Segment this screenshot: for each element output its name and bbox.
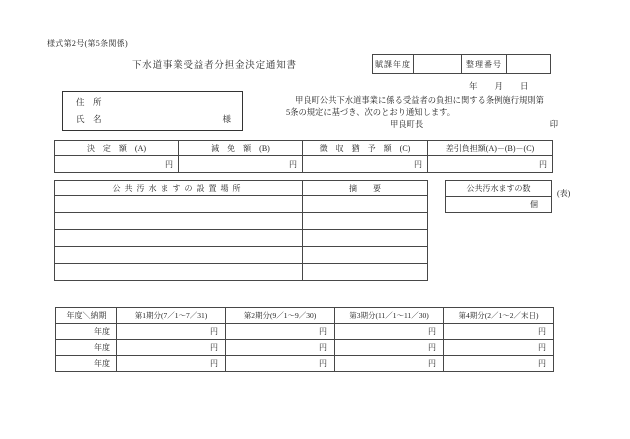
amount-header-row xyxy=(55,141,553,156)
location-row xyxy=(55,196,428,213)
period-3-header: 第3期分(11／1～11／30) xyxy=(335,308,444,324)
location-row xyxy=(55,264,428,281)
location-header-row xyxy=(55,181,428,196)
corner-header: 年度＼納期 xyxy=(56,308,117,324)
page-title: 下水道事業受益者分担金決定通知書 xyxy=(132,61,297,71)
remarks-cell xyxy=(303,213,428,230)
basin-count-cell: 個 xyxy=(446,197,552,213)
decided-amount-cell: 円 xyxy=(55,156,179,173)
install-place-cell xyxy=(55,264,303,281)
year-label: 年度 xyxy=(56,340,117,356)
amount-value-row xyxy=(55,156,553,173)
remarks-cell xyxy=(303,230,428,247)
payment-schedule-table xyxy=(55,307,554,372)
reference-number-value xyxy=(507,55,551,74)
deferred-amount-header: 徴 収 猶 予 額 (C) xyxy=(303,141,428,156)
period-1-header: 第1期分(7／1～7／31) xyxy=(117,308,226,324)
basin-count-value-row xyxy=(446,197,552,213)
basin-count-label: 公共汚水ますの数 xyxy=(446,181,552,197)
basin-count-box xyxy=(445,180,552,213)
period-2-header: 第2期分(9／1～9／30) xyxy=(226,308,335,324)
remarks-cell xyxy=(303,264,428,281)
notice-text xyxy=(286,95,558,118)
install-place-cell xyxy=(55,247,303,264)
period-4-cell: 円 xyxy=(444,356,554,372)
period-1-cell: 円 xyxy=(117,340,226,356)
period-1-cell: 円 xyxy=(117,324,226,340)
assessment-row xyxy=(373,55,551,74)
install-place-cell xyxy=(55,196,303,213)
decided-amount-header: 決 定 額 (A) xyxy=(55,141,179,156)
location-row xyxy=(55,247,428,264)
install-place-cell xyxy=(55,230,303,247)
period-2-cell: 円 xyxy=(226,356,335,372)
payment-row xyxy=(56,324,554,340)
form-number: 様式第2号(第5条関係) xyxy=(47,39,128,48)
period-4-cell: 円 xyxy=(444,340,554,356)
mayor-title: 甲良町長 xyxy=(390,120,424,129)
period-2-cell: 円 xyxy=(226,340,335,356)
notice-line2: 5条の規定に基づき、次のとおり通知します。 xyxy=(286,107,456,117)
install-place-cell xyxy=(55,213,303,230)
net-amount-cell: 円 xyxy=(428,156,553,173)
notice-block xyxy=(286,95,558,131)
period-3-cell: 円 xyxy=(335,324,444,340)
period-1-cell: 円 xyxy=(117,356,226,372)
reference-number-label: 整理番号 xyxy=(462,55,507,74)
front-side-note: (表) xyxy=(557,189,571,198)
addressee-box xyxy=(62,91,243,131)
payment-row xyxy=(56,356,554,372)
honorific-label: 様 xyxy=(222,114,231,124)
notice-line1: 甲良町公共下水道事業に係る受益者の負担に関する条例施行規則第 xyxy=(295,96,544,105)
reduction-amount-cell: 円 xyxy=(179,156,303,173)
signature-line xyxy=(286,119,558,131)
date-line: 年 月 日 xyxy=(469,81,529,91)
remarks-cell xyxy=(303,247,428,264)
remarks-cell xyxy=(303,196,428,213)
year-label: 年度 xyxy=(56,356,117,372)
period-2-cell: 円 xyxy=(226,324,335,340)
period-3-cell: 円 xyxy=(335,356,444,372)
year-label: 年度 xyxy=(56,324,117,340)
payment-row xyxy=(56,340,554,356)
net-amount-header: 差引負担額(A)－(B)－(C) xyxy=(428,141,553,156)
address-label: 住 所 xyxy=(76,97,102,107)
assessment-box xyxy=(372,54,551,74)
payment-header-row xyxy=(56,308,554,324)
period-4-cell: 円 xyxy=(444,324,554,340)
seal-mark: 印 xyxy=(549,120,558,129)
remarks-header: 摘 要 xyxy=(303,181,428,196)
reduction-amount-header: 減 免 額 (B) xyxy=(179,141,303,156)
location-table xyxy=(54,180,428,281)
name-row xyxy=(76,113,231,125)
period-3-cell: 円 xyxy=(335,340,444,356)
install-place-header: 公共汚水ますの設置場所 xyxy=(55,181,303,196)
amount-table xyxy=(54,140,553,173)
fiscal-year-label: 賦課年度 xyxy=(373,55,414,74)
deferred-amount-cell: 円 xyxy=(303,156,428,173)
location-row xyxy=(55,213,428,230)
period-4-header: 第4期分(2／1～2／末日) xyxy=(444,308,554,324)
basin-count-header-row xyxy=(446,181,552,197)
location-row xyxy=(55,230,428,247)
fiscal-year-value xyxy=(414,55,462,74)
name-label: 氏 名 xyxy=(76,114,102,124)
